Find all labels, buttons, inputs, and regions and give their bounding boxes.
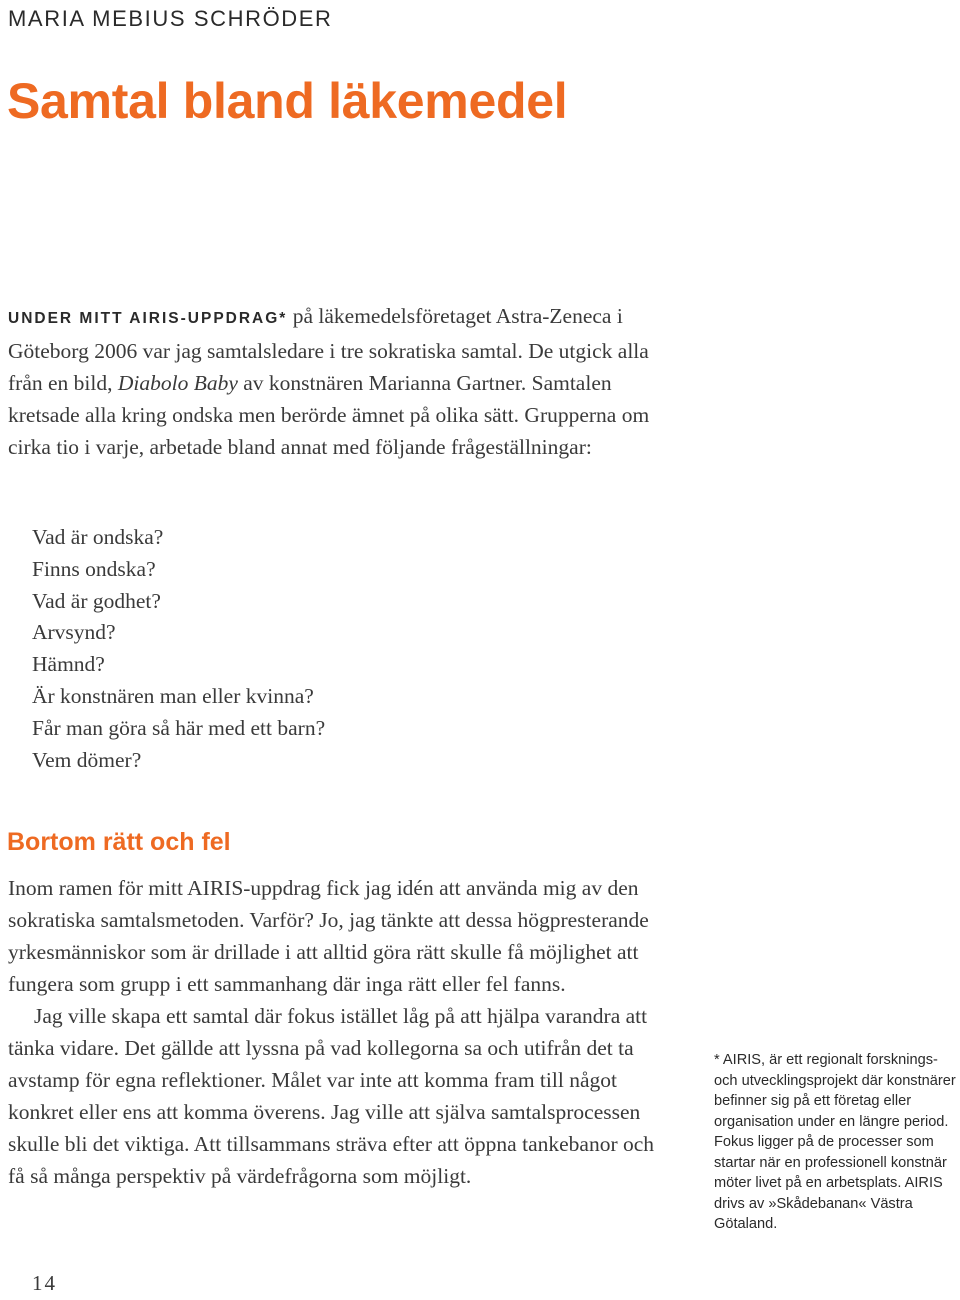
- author-name: MARIA MEBIUS SCHRÖDER: [8, 6, 333, 31]
- question-item: Vad är godhet?: [32, 588, 161, 613]
- question-item: Är konstnären man eller kvinna?: [32, 683, 314, 708]
- question-item: Hämnd?: [32, 652, 105, 677]
- intro-lead-in: UNDER MITT AIRIS-UPPDRAG*: [8, 310, 288, 327]
- question-list: [32, 522, 325, 776]
- body-paragraph: Inom ramen för mitt AIRIS-uppdrag fick jag idén att använda mig av den sokratiska samtalsmetoden. Varför? Jo, jag tänkte att dessa högpresterande yrkesmänniskor som är drillade i att alltid göra rätt skulle få möjlighet att fungera som grupp i ett sammanhang där inga rätt eller fel fanns.: [8, 876, 649, 996]
- intro-paragraph: [8, 300, 658, 463]
- intro-text-before-italic: på läkemedelsföretaget Astra-Zeneca i Göteborg 2006 var jag samtalsledare i tre sokratiska samtal. De utgick alla från en bild,: [8, 304, 649, 395]
- section-heading: Bortom rätt och fel: [7, 828, 231, 856]
- page-number: 14: [32, 1271, 57, 1295]
- question-item: Får man göra så här med ett barn?: [32, 715, 326, 740]
- footnote: * AIRIS, är ett regionalt forsknings- och utvecklingsprojekt där konstnärer befinner sig på ett företag eller organisation under en längre period. Fokus ligger på de processer som startar när en professionell konstnär möter livet på en arbetsplats. AIRIS drivs av »Skådebanan« Västra Götaland.: [714, 1052, 956, 1232]
- article-title: Samtal bland läkemedel: [7, 73, 568, 129]
- body-paragraph: Jag ville skapa ett samtal där fokus istället låg på att hjälpa varandra att tänka vidare. Det gällde att lyssna på vad kollegorna sa och utifrån det ta avstamp för egna reflektioner. Målet var inte att komma fram till något konkret eller ens att komma överens. Jag ville att själva samtalsprocessen skulle bli det viktiga. Att tillsammans sträva efter att öppna tankebanor och få så många perspektiv på värdefrågorna som möjligt.: [8, 1004, 655, 1188]
- intro-text-after-italic: av konstnären Marianna Gartner. Samtalen kretsade alla kring ondska men berörde ämnet på olika sätt. Grupperna om cirka tio i varje, arbetade bland annat med följande frågeställningar:: [8, 371, 650, 459]
- question-item: Finns ondska?: [32, 556, 156, 581]
- section-body: [8, 872, 658, 1192]
- question-item: Vem dömer?: [32, 747, 142, 772]
- question-item: Vad är ondska?: [32, 525, 164, 549]
- question-item: Arvsynd?: [32, 620, 116, 645]
- artwork-title: Diabolo Baby: [117, 371, 238, 395]
